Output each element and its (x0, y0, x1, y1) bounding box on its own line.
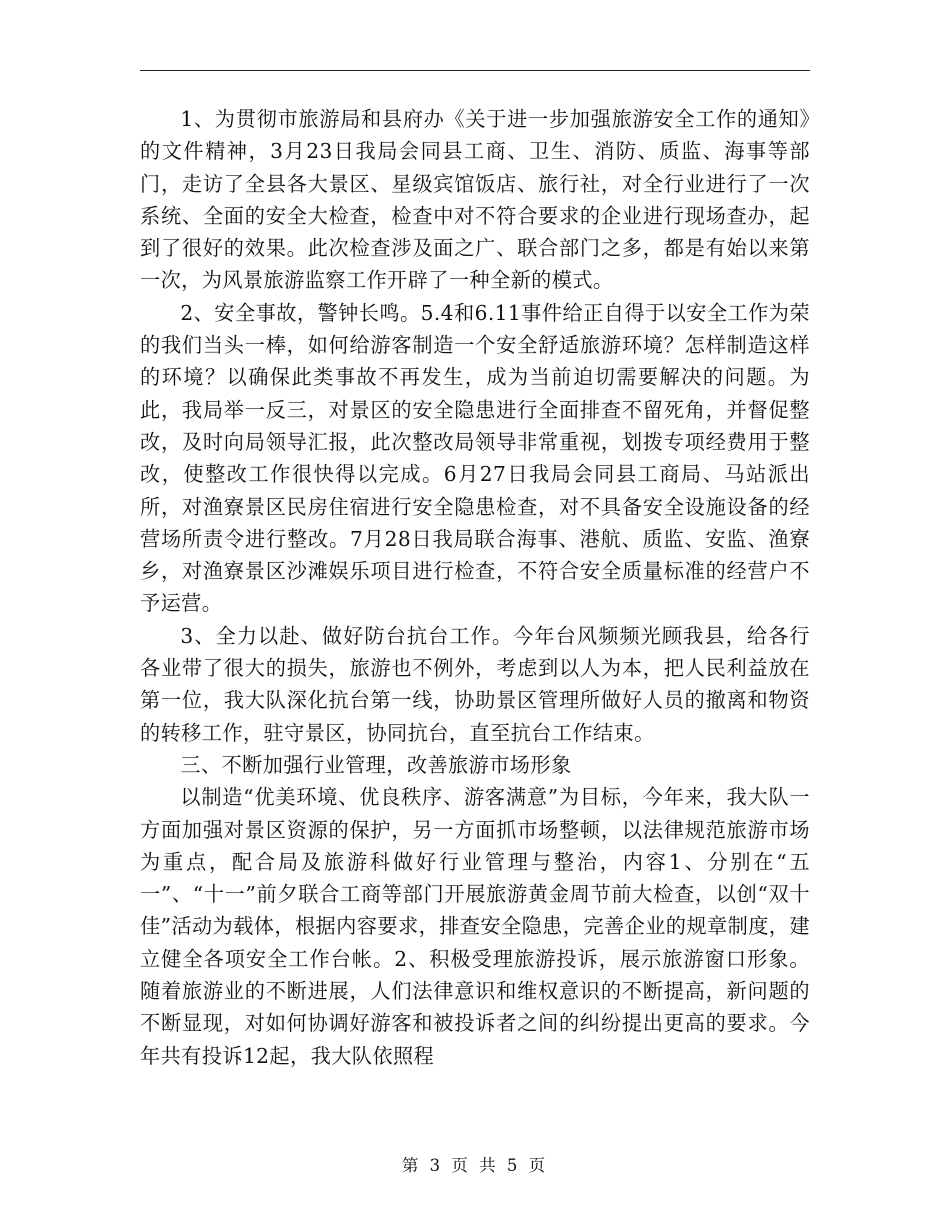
paragraph-typhoon-prevention: 3、全力以赴、做好防台抗台工作。今年台风频频光顾我县，给各行各业带了很大的损失，旅游也不例外，考虑到以人为本，把人民利益放在第一位，我大队深化抗台第一线，协助景区管理所做好人员的撤离和物资的转移工作，驻守景区，协同抗台，直至抗台工作结束。 (140, 623, 810, 745)
section-heading-industry-management: 三、不断加强行业管理，改善旅游市场形象 (180, 752, 572, 777)
paragraph-safety-accidents: 2、安全事故，警钟长鸣。5.4和6.11事件给正自得于以安全工作为荣的我们当头一棒，如何给游客制造一个安全舒适旅游环境？怎样制造这样的环境？以确保此类事故不再发生，成为当前迫切需要解决的问题。为此，我局举一反三，对景区的安全隐患进行全面排查不留死角，并督促整改，及时向局领导汇报，此次整改局领导非常重视，划拨专项经费用于整改，使整改工作很快得以完成。6月27日我局会同县工商局、马站派出所，对渔寮景区民房住宿进行安全隐患检查，对不具备安全设施设备的经营场所责令进行整改。7月28日我局联合海事、港航、质监、安监、渔寮乡，对渔寮景区沙滩娱乐项目进行检查，不符合安全质量标准的经营户不予运营。 (140, 300, 810, 616)
document-body (140, 103, 810, 1072)
page-number-footer: 第 3 页 共 5 页 (401, 1156, 549, 1175)
paragraph-market-management: 以制造“优美环境、优良秩序、游客满意”为目标，今年来，我大队一方面加强对景区资源的保护，另一方面抓市场整顿，以法律规范旅游市场为重点，配合局及旅游科做好行业管理与整治，内容1、分别在“五一”、“十一”前夕联合工商等部门开展旅游黄金周节前大检查，以创“双十佳”活动为载体，根据内容要求，排查安全隐患，完善企业的规章制度，建立健全各项安全工作台帐。2、积极受理旅游投诉，展示旅游窗口形象。随着旅游业的不断进展，人们法律意识和维权意识的不断提高，新问题的不断显现，对如何协调好游客和被投诉者之间的纠纷提出更高的要求。今年共有投诉12起，我大队依照程 (140, 785, 810, 1068)
paragraph-safety-inspection: 1、为贯彻市旅游局和县府办《关于进一步加强旅游安全工作的通知》的文件精神，3月23日我局会同县工商、卫生、消防、质监、海事等部门，走访了全县各大景区、星级宾馆饭店、旅行社，对全行业进行了一次系统、全面的安全大检查，检查中对不符合要求的企业进行现场查办，起到了很好的效果。此次检查涉及面之广、联合部门之多，都是有始以来第一次，为风景旅游监察工作开辟了一种全新的模式。 (140, 107, 810, 293)
header-rule (140, 70, 810, 71)
